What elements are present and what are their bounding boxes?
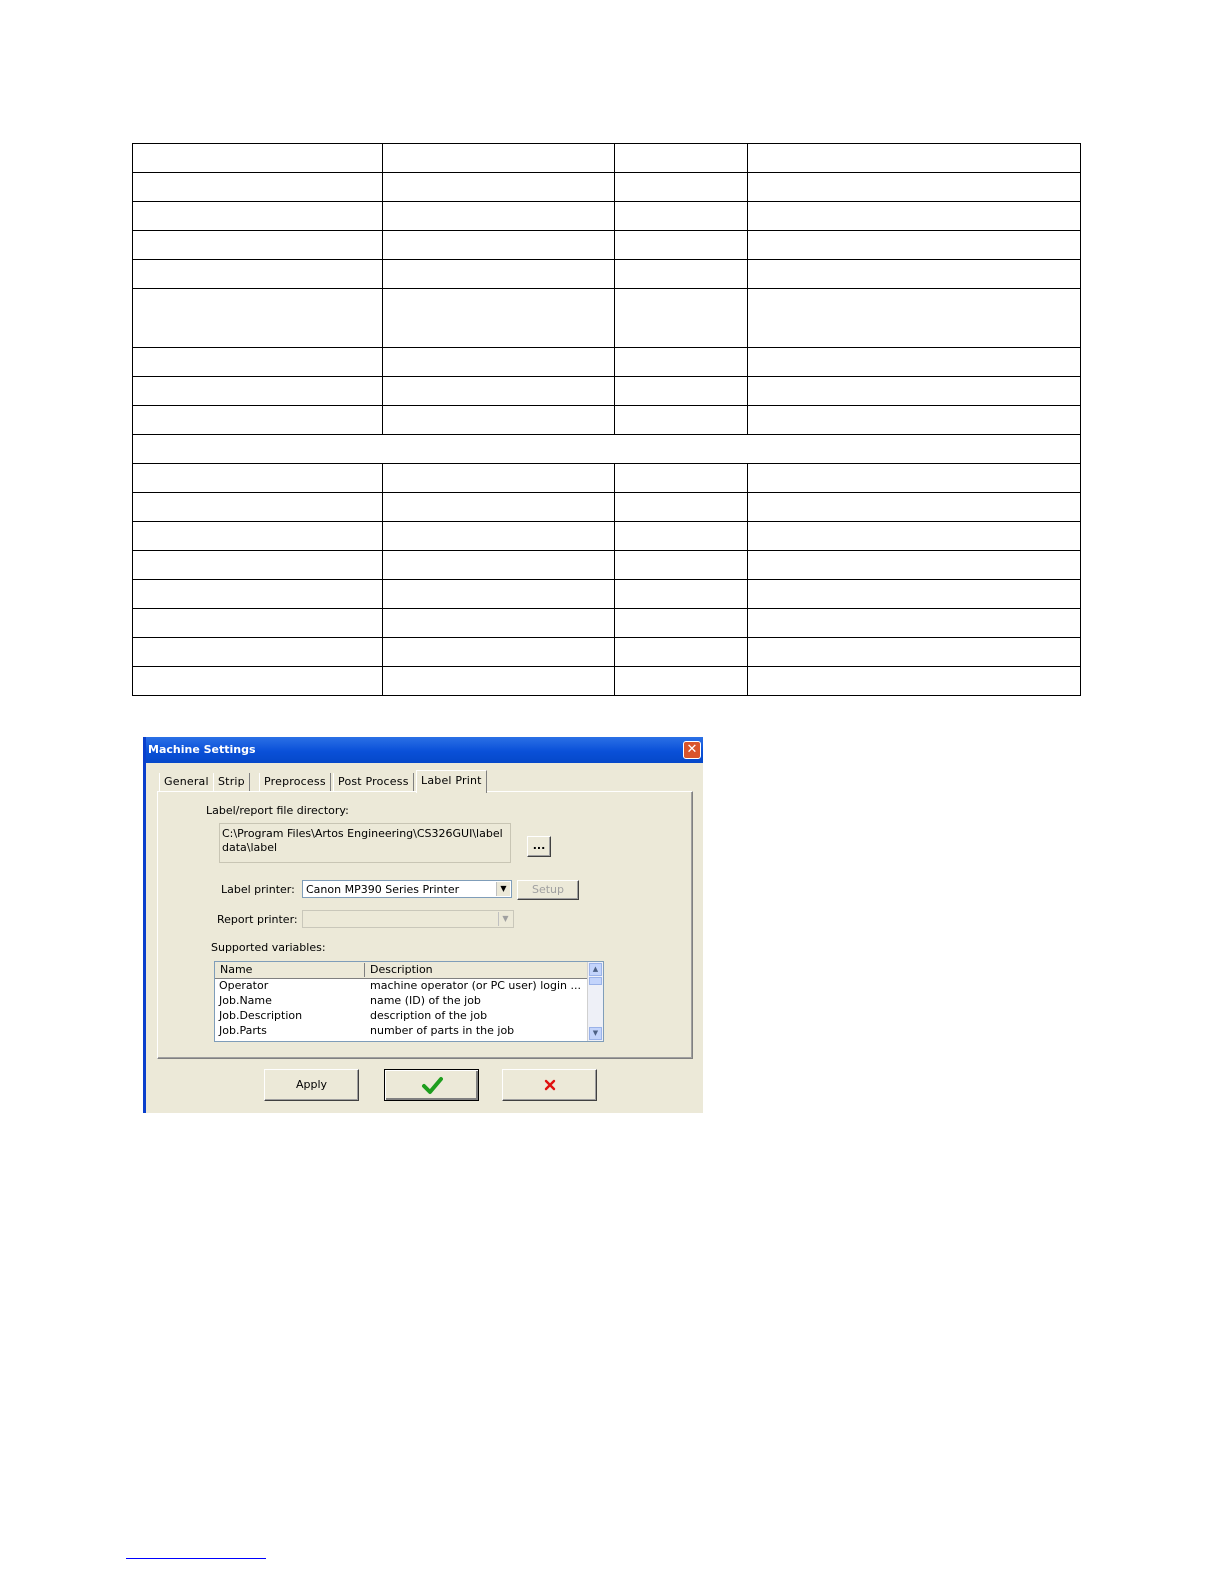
chevron-down-icon[interactable]: ▼ (496, 882, 510, 896)
table-row (133, 231, 1081, 260)
tab-general[interactable]: General (159, 773, 214, 791)
variable-name: Operator (219, 979, 269, 992)
report-printer-select[interactable] (302, 910, 514, 928)
window-border (143, 737, 146, 1113)
checkmark-icon (421, 1074, 443, 1096)
close-icon[interactable]: ✕ (683, 741, 701, 759)
table-row (133, 144, 1081, 173)
table-row (133, 202, 1081, 231)
table-row (133, 522, 1081, 551)
scroll-thumb[interactable] (589, 977, 602, 985)
vertical-scrollbar[interactable] (587, 962, 603, 1041)
tab-strip[interactable]: Strip (213, 773, 250, 791)
list-item[interactable] (215, 1023, 589, 1038)
list-header (215, 962, 589, 979)
variable-description: machine operator (or PC user) login ... (370, 979, 581, 992)
table-row (133, 289, 1081, 348)
variable-name: Job.Name (219, 994, 272, 1007)
title-bar[interactable] (143, 737, 703, 763)
table-row (133, 464, 1081, 493)
table-row (133, 348, 1081, 377)
table-row (133, 260, 1081, 289)
table-row (133, 638, 1081, 667)
list-item[interactable] (215, 993, 589, 1008)
directory-field[interactable]: C:\Program Files\Artos Engineering\CS326GUI\label data\label (219, 823, 511, 863)
scroll-down-icon[interactable]: ▼ (589, 1027, 602, 1040)
scroll-up-icon[interactable]: ▲ (589, 963, 602, 976)
ok-button[interactable] (384, 1069, 479, 1101)
column-header-description[interactable]: Description (365, 963, 589, 977)
dialog-title: Machine Settings (148, 743, 256, 756)
setup-button[interactable]: Setup (517, 880, 579, 900)
table-row (133, 406, 1081, 435)
table-row (133, 493, 1081, 522)
tab-post-process[interactable]: Post Process (333, 773, 414, 791)
list-item[interactable] (215, 978, 589, 993)
table-row (133, 551, 1081, 580)
tab-label-print[interactable]: Label Print (416, 770, 487, 793)
browse-button[interactable]: ... (527, 836, 551, 857)
table-row (133, 609, 1081, 638)
directory-label: Label/report file directory: (206, 804, 349, 817)
variable-description: description of the job (370, 1009, 488, 1022)
chevron-down-icon[interactable]: ▼ (498, 912, 512, 926)
tab-preprocess[interactable]: Preprocess (259, 773, 331, 791)
variable-description: name (ID) of the job (370, 994, 481, 1007)
list-item[interactable] (215, 1008, 589, 1023)
table-row (133, 667, 1081, 696)
variable-name: Job.Parts (219, 1024, 267, 1037)
label-printer-select[interactable] (302, 880, 512, 898)
table-row (133, 580, 1081, 609)
column-header-name[interactable]: Name (215, 963, 365, 977)
cancel-button[interactable] (502, 1069, 597, 1101)
table-section-row (133, 435, 1081, 464)
footnote-separator (126, 1558, 266, 1559)
document-table (132, 143, 1081, 696)
table-row (133, 173, 1081, 202)
report-printer-label: Report printer: (217, 913, 298, 926)
variables-list[interactable] (214, 961, 604, 1042)
label-printer-label: Label printer: (221, 883, 295, 896)
machine-settings-dialog (143, 737, 703, 1113)
label-printer-value: Canon MP390 Series Printer (306, 883, 460, 896)
variable-name: Job.Description (219, 1009, 303, 1022)
table-row (133, 377, 1081, 406)
apply-button[interactable]: Apply (264, 1069, 359, 1101)
variables-label: Supported variables: (211, 941, 326, 954)
variable-description: number of parts in the job (370, 1024, 515, 1037)
x-icon (543, 1078, 557, 1092)
